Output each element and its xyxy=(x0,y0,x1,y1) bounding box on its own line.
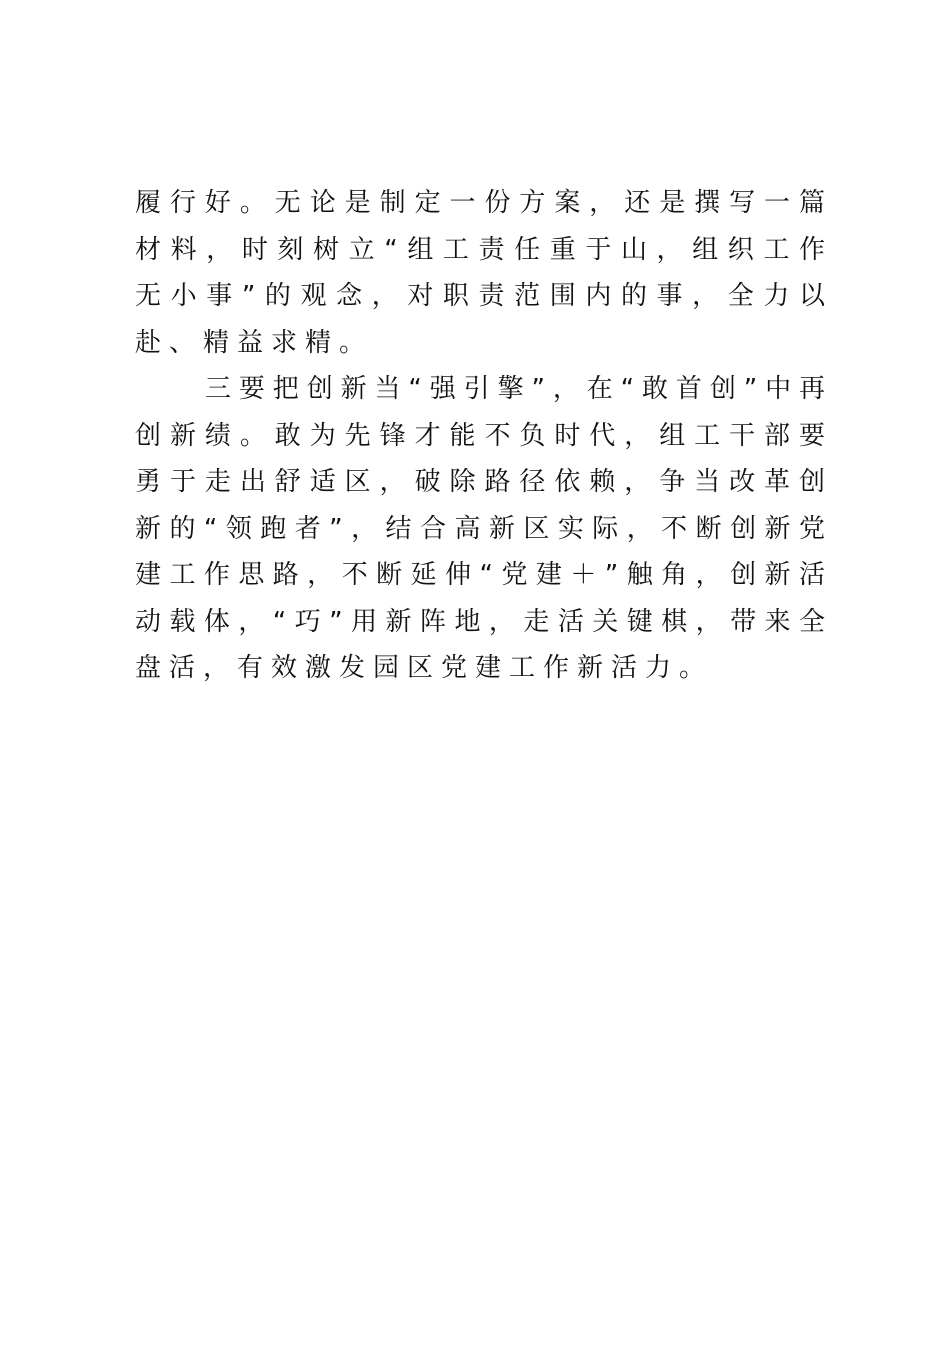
text-line: 创新绩。敢为先锋才能不负时代，组工干部要 xyxy=(135,420,825,451)
text-line: 盘活，有效激发园区党建工作新活力。 xyxy=(135,653,714,683)
paragraph-2 xyxy=(135,366,825,692)
text-line: 赴、精益求精。 xyxy=(135,327,374,358)
text-line: 三要把创新当“强引擎”，在“敢首创”中再 xyxy=(205,374,825,404)
text-line: 材料，时刻树立“组工责任重于山，组织工作 xyxy=(135,234,825,265)
text-line: 建工作思路，不断延伸“党建＋”触角，创新活 xyxy=(135,560,825,590)
text-line: 无小事”的观念，对职责范围内的事，全力以 xyxy=(135,281,825,311)
text-line: 履行好。无论是制定一份方案，还是撰写一篇 xyxy=(135,188,825,218)
text-line: 新的“领跑者”，结合高新区实际，不断创新党 xyxy=(135,513,825,544)
paragraph-1 xyxy=(135,180,825,366)
text-line: 动载体，“巧”用新阵地，走活关键棋，带来全 xyxy=(135,606,825,637)
text-line: 勇于走出舒适区，破除路径依赖，争当改革创 xyxy=(135,467,825,497)
body-text xyxy=(135,180,825,692)
